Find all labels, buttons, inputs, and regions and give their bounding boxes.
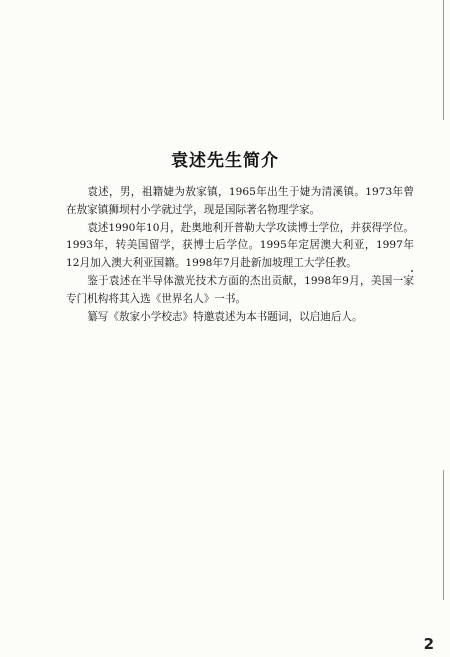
scan-edge-line [443,470,444,600]
paragraph-1: 袁述，男，祖籍婕为敖家镇，1965年出生于婕为清溪镇。1973年曾在敖家镇狮坝村小学就过学，现是国际著名物理学家。 [66,186,414,216]
page-title: 袁述先生简介 [171,151,279,171]
body-text [66,184,414,326]
paragraph-3: 鉴于袁述在半导体激光技术方面的杰出贡献，1998年9月，美国一家专门机构将其入选《世界名人》一书。 [66,274,414,305]
paragraph-2: 袁述1990年10月，赴奥地利开普勒大学攻读博士学位，并获得学位。1993年，转美国留学，获博士后学位。1995年定居澳大利亚，1997年12月加入澳大利亚国籍。1998年7月赴新加坡理工大学任教。 [66,221,414,270]
paragraph-4: 纂写《敖家小学校志》特邀袁述为本书题词，以启迪后人。 [87,310,363,323]
page-number: 2 [423,635,434,653]
scan-edge-line [443,0,444,120]
